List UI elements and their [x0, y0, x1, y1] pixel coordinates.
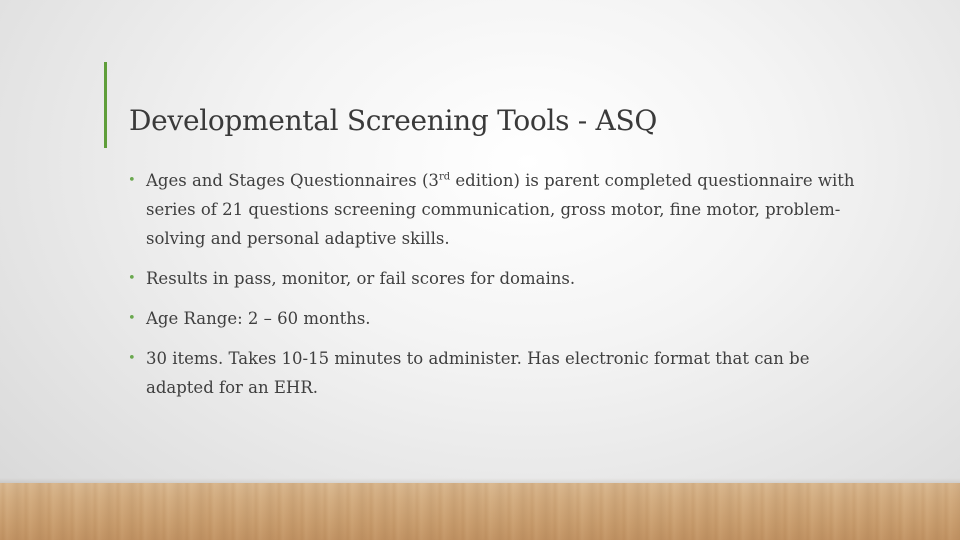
bullet-dot-icon: • — [128, 351, 136, 366]
bullet-text: Age Range: 2 – 60 months. — [146, 309, 371, 328]
title-accent-bar — [104, 62, 107, 148]
bullet-item-asq-description — [128, 166, 858, 253]
bullet-item-items — [128, 344, 858, 402]
bullet-text: 30 items. Takes 10-15 minutes to administer. Has electronic format that can be adapted for an EHR. — [146, 349, 810, 397]
slide-title: Developmental Screening Tools - ASQ — [129, 104, 657, 137]
wood-floor-decoration — [0, 483, 960, 540]
bullet-text-part: edition) is parent completed questionnaire with series of 21 questions screening communication, gross motor, fine motor, problem-solving and personal adaptive skills. — [146, 171, 855, 248]
bullet-item-results — [128, 264, 858, 293]
bullet-dot-icon: • — [128, 311, 136, 326]
bullet-list — [128, 166, 858, 413]
bullet-text-part: Ages and Stages Questionnaires (3 — [146, 171, 439, 190]
bullet-dot-icon: • — [128, 271, 136, 286]
bullet-item-age-range — [128, 304, 858, 333]
bullet-dot-icon: • — [128, 173, 136, 188]
bullet-text: Results in pass, monitor, or fail scores for domains. — [146, 269, 576, 288]
ordinal-superscript: rd — [438, 171, 451, 183]
